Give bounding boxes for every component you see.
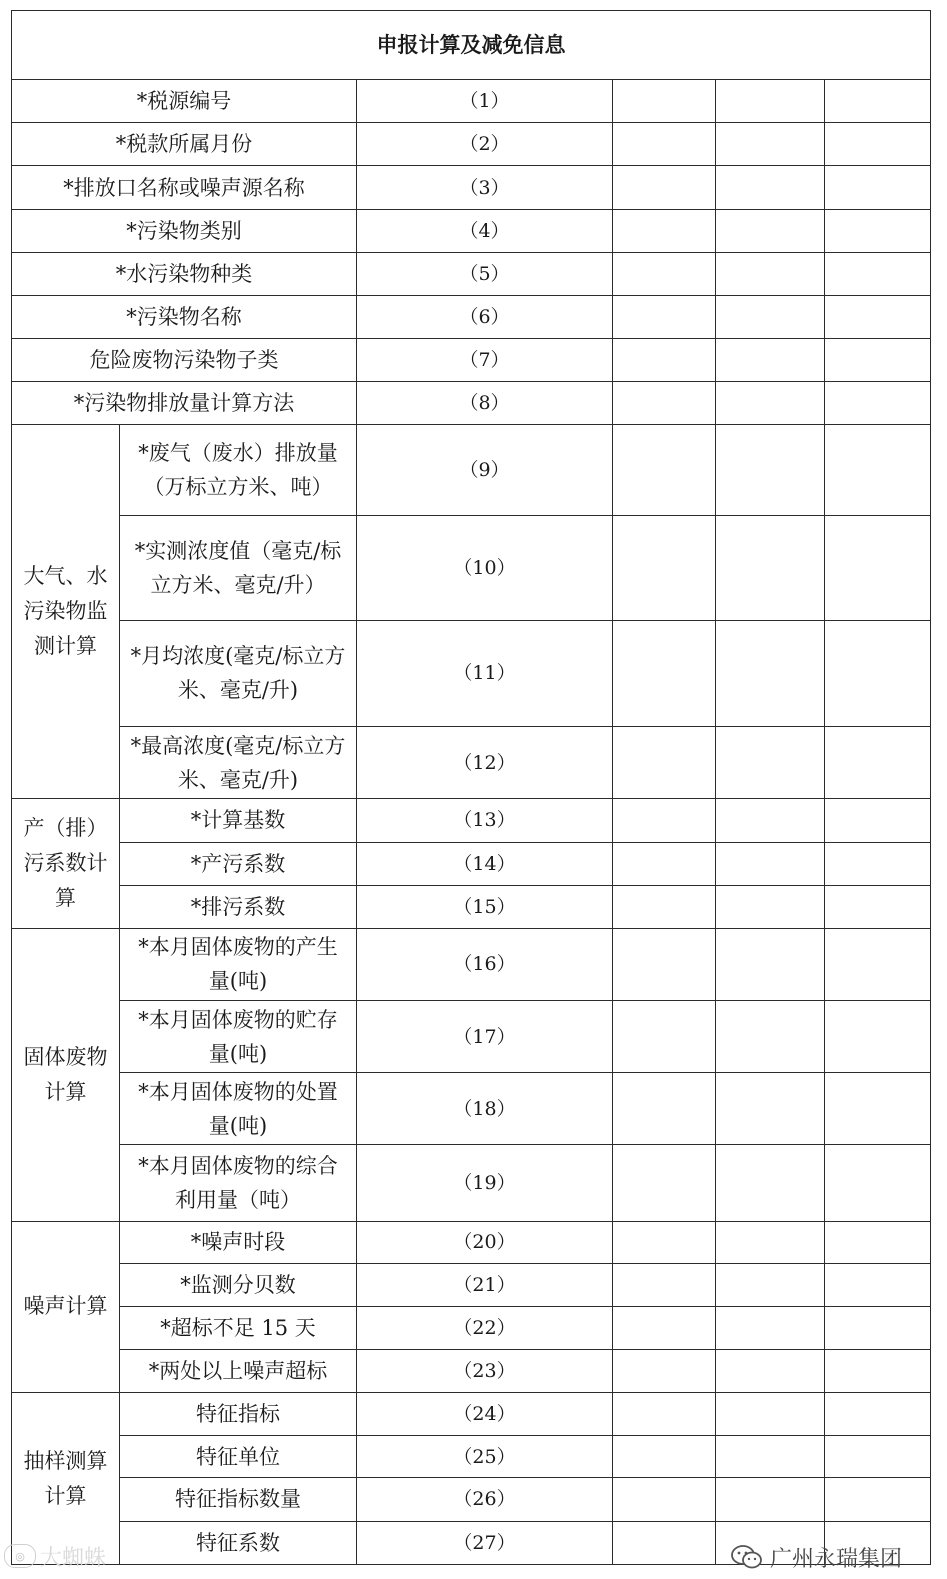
table-row — [12, 123, 931, 166]
table-row — [12, 885, 931, 928]
value-cell[interactable] — [825, 166, 931, 209]
row-number: （5） — [357, 252, 613, 295]
value-cell[interactable] — [716, 209, 825, 252]
row-label: *本月固体废物的产生量(吨) — [120, 928, 357, 1000]
row-number: （8） — [357, 382, 613, 425]
value-cell[interactable] — [716, 1478, 825, 1521]
value-cell[interactable] — [613, 338, 716, 381]
value-cell[interactable] — [825, 425, 931, 515]
row-number: （26） — [357, 1478, 613, 1521]
table-row — [12, 209, 931, 252]
value-cell[interactable] — [825, 1393, 931, 1436]
value-cell[interactable] — [825, 727, 931, 799]
row-label: *两处以上噪声超标 — [120, 1350, 357, 1393]
value-cell[interactable] — [613, 382, 716, 425]
row-label: *税款所属月份 — [12, 123, 357, 166]
value-cell[interactable] — [716, 252, 825, 295]
table-row — [12, 620, 931, 726]
row-label: 危险废物污染物子类 — [12, 338, 357, 381]
row-number: （7） — [357, 338, 613, 381]
value-cell[interactable] — [716, 338, 825, 381]
value-cell[interactable] — [716, 1393, 825, 1436]
value-cell[interactable] — [825, 295, 931, 338]
row-number: （15） — [357, 885, 613, 928]
group-label-noise: 噪声计算 — [12, 1221, 120, 1393]
row-number: （2） — [357, 123, 613, 166]
value-cell[interactable] — [716, 885, 825, 928]
row-label: 特征单位 — [120, 1436, 357, 1478]
table-row — [12, 338, 931, 381]
value-cell[interactable] — [613, 885, 716, 928]
value-cell[interactable] — [716, 1436, 825, 1478]
value-cell[interactable] — [825, 1306, 931, 1349]
row-number: （25） — [357, 1436, 613, 1478]
value-cell[interactable] — [825, 123, 931, 166]
row-label: *监测分贝数 — [120, 1263, 357, 1306]
value-cell[interactable] — [716, 515, 825, 620]
value-cell[interactable] — [716, 1221, 825, 1263]
row-label: *排放口名称或噪声源名称 — [12, 166, 357, 209]
value-cell[interactable] — [613, 295, 716, 338]
value-cell[interactable] — [613, 928, 716, 1000]
value-cell[interactable] — [613, 1350, 716, 1393]
row-number: （14） — [357, 842, 613, 885]
value-cell[interactable] — [825, 1221, 931, 1263]
row-number: （3） — [357, 166, 613, 209]
value-cell[interactable] — [825, 1000, 931, 1072]
row-label: *产污系数 — [120, 842, 357, 885]
table-row — [12, 727, 931, 799]
row-number: （16） — [357, 928, 613, 1000]
value-cell[interactable] — [716, 425, 825, 515]
value-cell[interactable] — [613, 842, 716, 885]
value-cell[interactable] — [825, 209, 931, 252]
value-cell[interactable] — [716, 80, 825, 123]
value-cell[interactable] — [716, 842, 825, 885]
row-label: *税源编号 — [12, 80, 357, 123]
row-label: *实测浓度值（毫克/标立方米、毫克/升） — [120, 515, 357, 620]
watermark-right-text: 广州永瑞集团 — [770, 1546, 903, 1572]
row-label: *超标不足 15 天 — [120, 1306, 357, 1349]
row-number: （21） — [357, 1263, 613, 1306]
row-number: （10） — [357, 515, 613, 620]
value-cell[interactable] — [825, 799, 931, 842]
value-cell[interactable] — [716, 1000, 825, 1072]
row-label: *噪声时段 — [120, 1221, 357, 1263]
value-cell[interactable] — [613, 727, 716, 799]
value-cell[interactable] — [825, 1145, 931, 1221]
row-number: （13） — [357, 799, 613, 842]
watermark-right — [730, 1540, 902, 1574]
value-cell[interactable] — [613, 1478, 716, 1521]
wechat-icon — [730, 1543, 764, 1571]
value-cell[interactable] — [613, 799, 716, 842]
value-cell[interactable] — [716, 123, 825, 166]
value-cell[interactable] — [825, 620, 931, 726]
value-cell[interactable] — [613, 209, 716, 252]
value-cell[interactable] — [825, 1263, 931, 1306]
value-cell[interactable] — [613, 1073, 716, 1145]
row-label: *排污系数 — [120, 885, 357, 928]
table-row — [12, 1145, 931, 1221]
value-cell[interactable] — [716, 620, 825, 726]
row-label: *计算基数 — [120, 799, 357, 842]
value-cell[interactable] — [613, 1145, 716, 1221]
table-row — [12, 295, 931, 338]
row-number: （6） — [357, 295, 613, 338]
value-cell[interactable] — [613, 1393, 716, 1436]
value-cell[interactable] — [825, 842, 931, 885]
table-row — [12, 1306, 931, 1349]
value-cell[interactable] — [716, 166, 825, 209]
row-label: *本月固体废物的贮存量(吨) — [120, 1000, 357, 1072]
value-cell[interactable] — [613, 1306, 716, 1349]
table-row — [12, 1393, 931, 1436]
row-label: *本月固体废物的处置量(吨) — [120, 1073, 357, 1145]
row-label: *最高浓度(毫克/标立方米、毫克/升) — [120, 727, 357, 799]
watermark-badge-icon: ◎ — [4, 1544, 36, 1568]
value-cell[interactable] — [716, 382, 825, 425]
value-cell[interactable] — [716, 727, 825, 799]
row-label: 特征系数 — [120, 1521, 357, 1564]
row-label: 特征指标数量 — [120, 1478, 357, 1521]
group-label-air-water-monitoring: 大气、水污染物监测计算 — [12, 425, 120, 799]
value-cell[interactable] — [613, 123, 716, 166]
table-row — [12, 515, 931, 620]
row-label: *废气（废水）排放量（万标立方米、吨） — [120, 425, 357, 515]
value-cell[interactable] — [825, 252, 931, 295]
value-cell[interactable] — [613, 166, 716, 209]
row-label: *水污染物种类 — [12, 252, 357, 295]
row-number: （24） — [357, 1393, 613, 1436]
table-row — [12, 166, 931, 209]
table-row — [12, 799, 931, 842]
row-number: （23） — [357, 1350, 613, 1393]
table-row — [12, 1478, 931, 1521]
value-cell[interactable] — [716, 1073, 825, 1145]
row-number: （1） — [357, 80, 613, 123]
value-cell[interactable] — [716, 799, 825, 842]
table-row — [12, 425, 931, 515]
row-label: *本月固体废物的综合利用量（吨） — [120, 1145, 357, 1221]
value-cell[interactable] — [825, 1073, 931, 1145]
value-cell[interactable] — [613, 80, 716, 123]
row-label: *污染物排放量计算方法 — [12, 382, 357, 425]
row-number: （17） — [357, 1000, 613, 1072]
value-cell[interactable] — [825, 1350, 931, 1393]
watermark-left-text: 大蜘蛛 — [40, 1545, 107, 1571]
table-row — [12, 1221, 931, 1263]
value-cell[interactable] — [716, 928, 825, 1000]
row-label: *月均浓度(毫克/标立方米、毫克/升) — [120, 620, 357, 726]
table-row — [12, 1073, 931, 1145]
row-label: *污染物名称 — [12, 295, 357, 338]
row-number: （27） — [357, 1521, 613, 1564]
value-cell[interactable] — [613, 1000, 716, 1072]
watermark-left — [4, 1541, 106, 1571]
row-number: （9） — [357, 425, 613, 515]
row-number: （20） — [357, 1221, 613, 1263]
value-cell[interactable] — [613, 1263, 716, 1306]
row-label: 特征指标 — [120, 1393, 357, 1436]
value-cell[interactable] — [825, 885, 931, 928]
value-cell[interactable] — [613, 425, 716, 515]
group-label-emission-coefficient: 产（排）污系数计算 — [12, 799, 120, 928]
value-cell[interactable] — [613, 1221, 716, 1263]
value-cell[interactable] — [613, 515, 716, 620]
value-cell[interactable] — [825, 1478, 931, 1521]
row-number: （22） — [357, 1306, 613, 1349]
table-row — [12, 928, 931, 1000]
tax-calculation-form-table — [11, 10, 931, 1565]
table-row — [12, 1263, 931, 1306]
value-cell[interactable] — [613, 1521, 716, 1564]
table-row — [12, 1436, 931, 1478]
group-label-solid-waste: 固体废物计算 — [12, 928, 120, 1221]
table-row — [12, 842, 931, 885]
group-label-sampling: 抽样测算计算 — [12, 1393, 120, 1565]
value-cell[interactable] — [825, 338, 931, 381]
row-label: *污染物类别 — [12, 209, 357, 252]
value-cell[interactable] — [716, 295, 825, 338]
row-number: （12） — [357, 727, 613, 799]
row-number: （11） — [357, 620, 613, 726]
value-cell[interactable] — [825, 515, 931, 620]
value-cell[interactable] — [716, 1350, 825, 1393]
row-number: （18） — [357, 1073, 613, 1145]
table-row — [12, 252, 931, 295]
row-number: （19） — [357, 1145, 613, 1221]
value-cell[interactable] — [613, 252, 716, 295]
value-cell[interactable] — [825, 382, 931, 425]
row-number: （4） — [357, 209, 613, 252]
value-cell[interactable] — [716, 1263, 825, 1306]
value-cell[interactable] — [613, 620, 716, 726]
table-row — [12, 1350, 931, 1393]
value-cell[interactable] — [613, 1436, 716, 1478]
value-cell[interactable] — [825, 928, 931, 1000]
table-row — [12, 382, 931, 425]
value-cell[interactable] — [716, 1306, 825, 1349]
value-cell[interactable] — [825, 1436, 931, 1478]
table-title: 申报计算及减免信息 — [12, 11, 931, 80]
table-row — [12, 1000, 931, 1072]
table-row — [12, 80, 931, 123]
value-cell[interactable] — [825, 80, 931, 123]
value-cell[interactable] — [716, 1145, 825, 1221]
